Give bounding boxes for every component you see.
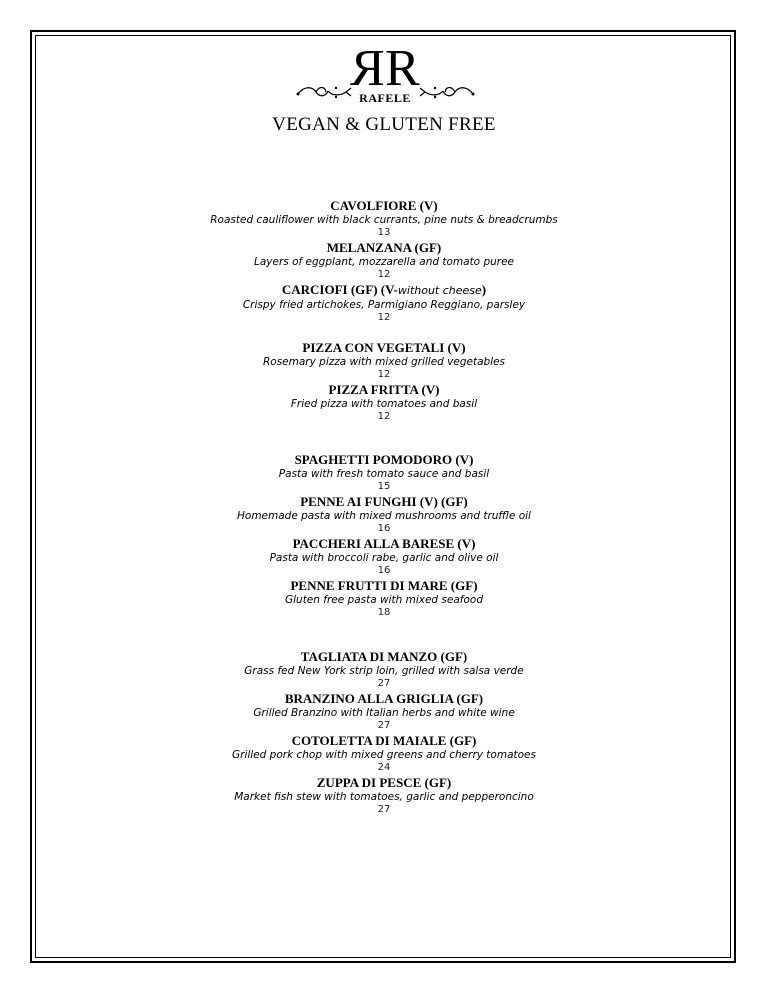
item-price: 12 [377, 369, 391, 380]
item-name: PIZZA CON VEGETALI (V) [302, 340, 466, 355]
flourish-left-icon [296, 82, 356, 102]
menu-item [0, 535, 768, 577]
item-name: CAVOLFIORE (V) [330, 198, 438, 213]
item-description: Layers of eggplant, mozzarella and tomato puree [253, 256, 515, 268]
item-name: COTOLETTA DI MAIALE (GF) [291, 733, 477, 748]
menu-section-pasta [0, 451, 768, 619]
menu-item [0, 281, 768, 324]
item-name-note: without cheese [397, 284, 482, 297]
brand-name: RAFELE [359, 91, 411, 105]
item-description: Roasted cauliflower with black currants, pine nuts & breadcrumbs [210, 214, 558, 226]
item-name: TAGLIATA DI MANZO (GF) [300, 649, 468, 664]
item-price: 24 [377, 762, 391, 773]
item-description: Crispy fried artichokes, Parmigiano Reggiano, parsley [242, 299, 526, 311]
item-description: Grilled pork chop with mixed greens and cherry tomatoes [232, 749, 536, 761]
monogram-logo: RR [360, 40, 410, 97]
menu-item [0, 239, 768, 281]
menu-item [0, 577, 768, 619]
item-description: Pasta with broccoli rabe, garlic and olive oil [269, 552, 499, 564]
item-price: 16 [377, 565, 391, 576]
item-price: 27 [377, 804, 391, 815]
menu-section-mains [0, 648, 768, 816]
item-description: Grilled Branzino with Italian herbs and white wine [253, 707, 515, 719]
flourish-right-icon [415, 82, 475, 102]
item-name: ZUPPA DI PESCE (GF) [316, 775, 452, 790]
menu-item [0, 197, 768, 239]
item-price: 18 [377, 607, 391, 618]
menu-title: VEGAN & GLUTEN FREE [272, 114, 496, 135]
item-price: 27 [377, 720, 391, 731]
item-name: MELANZANA (GF) [326, 240, 442, 255]
item-description: Rosemary pizza with mixed grilled vegetables [262, 356, 506, 368]
item-price: 27 [377, 678, 391, 689]
item-description: Grass fed New York strip loin, grilled with salsa verde [244, 665, 524, 677]
menu-section-pizza [0, 339, 768, 423]
item-description: Homemade pasta with mixed mushrooms and truffle oil [237, 510, 531, 522]
menu-item [0, 339, 768, 381]
menu-item [0, 381, 768, 423]
menu-item [0, 774, 768, 816]
item-price: 15 [377, 481, 391, 492]
menu-item [0, 690, 768, 732]
item-name: PENNE FRUTTI DI MARE (GF) [290, 578, 478, 593]
item-name: SPAGHETTI POMODORO (V) [294, 452, 474, 467]
menu-item [0, 451, 768, 493]
item-name: BRANZINO ALLA GRIGLIA (GF) [284, 691, 484, 706]
item-price: 12 [377, 269, 391, 280]
item-name-end: ) [481, 282, 487, 297]
item-name: PIZZA FRITTA (V) [328, 382, 440, 397]
menu-item [0, 732, 768, 774]
item-name [0, 281, 768, 299]
item-price: 16 [377, 523, 391, 534]
item-name: PACCHERI ALLA BARESE (V) [292, 536, 476, 551]
item-name: PENNE AI FUNGHI (V) (GF) [300, 494, 468, 509]
item-description: Gluten free pasta with mixed seafood [284, 594, 484, 606]
item-price: 12 [377, 411, 391, 422]
item-price: 12 [377, 312, 391, 323]
item-name-main: CARCIOFI (GF) (V- [281, 282, 398, 297]
menu-item [0, 493, 768, 535]
item-description: Market fish stew with tomatoes, garlic and pepperoncino [234, 791, 534, 803]
item-description: Pasta with fresh tomato sauce and basil [278, 468, 490, 480]
menu-section-starters [0, 197, 768, 324]
item-description: Fried pizza with tomatoes and basil [290, 398, 478, 410]
item-price: 13 [377, 227, 391, 238]
menu-item [0, 648, 768, 690]
restaurant-logo [0, 40, 768, 105]
